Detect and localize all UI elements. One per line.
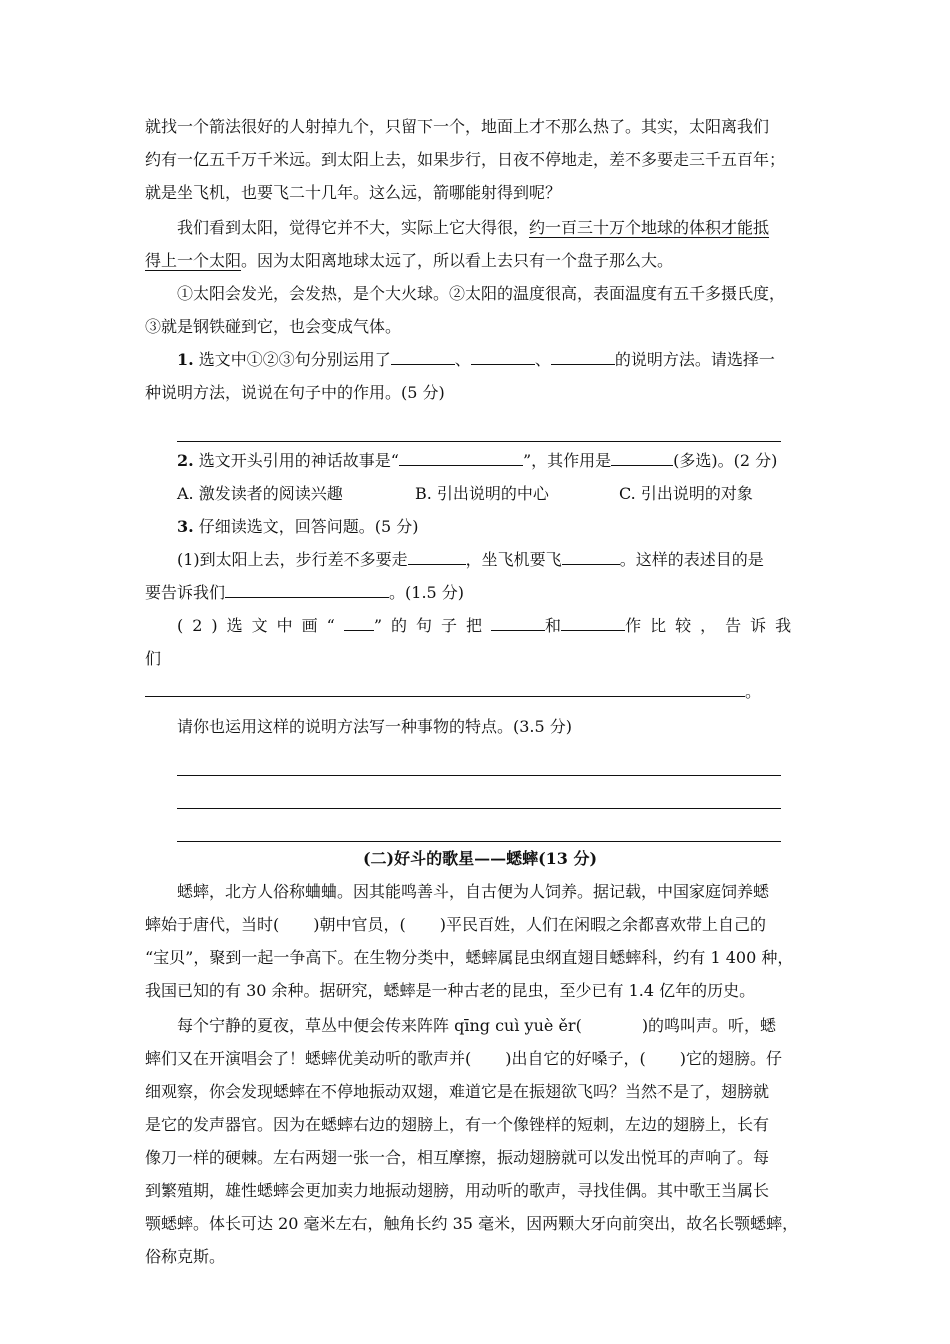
question-3-1-cont: [145, 576, 815, 609]
passage1-line: 就找一个箭法很好的人射掉九个，只留下一个，地面上才不那么热了。其实，太阳离我们: [145, 117, 770, 136]
section2-line: 颚蟋蟀。体长可达 20 毫米左右，触角长约 35 毫米，因两颗大牙向前突出，故名长颚蟋蟀，: [145, 1214, 799, 1233]
question-1: [145, 343, 815, 376]
passage-text: 我们看到太阳，觉得它并不大，实际上它大得很，: [177, 218, 530, 237]
question-text: 选文中①②③句分别运用了: [193, 350, 391, 369]
passage-text: )出自它的好嗓子，(: [505, 1049, 646, 1068]
separator: 、: [534, 350, 551, 369]
answer-line[interactable]: [177, 409, 781, 442]
question-text: (1)到太阳上去，步行差不多要走: [177, 550, 408, 569]
passage-text: )的鸣叫声。听，蟋: [641, 1016, 777, 1035]
question-text: 作比较，告诉我们: [145, 616, 801, 668]
section2-line: 俗称克斯。: [145, 1247, 226, 1266]
blank-input[interactable]: [551, 346, 615, 365]
blank-input[interactable]: [562, 546, 620, 565]
question-text: (多选)。(2 分): [673, 451, 778, 470]
blank-input[interactable]: [391, 346, 455, 365]
section2-line: [145, 908, 815, 941]
worksheet-content: [145, 110, 815, 1273]
blank-input[interactable]: [611, 447, 673, 466]
question-3-2-cont: [145, 675, 815, 708]
question-text: 仔细读选文，回答问题。(5 分): [193, 517, 419, 536]
blank-input[interactable]: [225, 579, 389, 598]
blank-input[interactable]: [408, 546, 466, 565]
question-3-2: [145, 609, 815, 675]
passage-text: 蟀们又在开演唱会了！蟋蟀优美动听的歌声并(: [145, 1049, 472, 1068]
question-2: [145, 444, 815, 477]
blank-input[interactable]: [471, 346, 535, 365]
question-text: 选文开头引用的神话故事是“: [193, 451, 399, 470]
question-text: 。: [745, 682, 762, 701]
blank-input[interactable]: [344, 612, 374, 631]
section2-line: 我国已知的有 30 余种。据研究，蟋蟀是一种古老的昆虫，至少已有 1.4 亿年的历史。: [145, 981, 756, 1000]
passage-text: )朝中官员，(: [313, 915, 406, 934]
passage1-line: ①太阳会发光，会发热，是个大火球。②太阳的温度很高，表面温度有五千多摄氏度，: [177, 284, 786, 303]
section2-line: “宝贝”，聚到一起一争高下。在生物分类中，蟋蟀属昆虫纲直翅目蟋蟀科，约有 1 400 种，: [145, 948, 794, 967]
underlined-sentence: 约一百三十万个地球的体积才能抵: [529, 218, 770, 237]
section2-line: [145, 1009, 815, 1042]
answer-line[interactable]: [177, 809, 781, 842]
question-text: (2)选文中画“: [177, 616, 344, 635]
question-text: ，坐飞机要飞: [465, 550, 562, 569]
answer-line[interactable]: [177, 743, 781, 776]
question-text: ”的句子把: [373, 616, 492, 635]
question-3-1: [145, 543, 815, 576]
option-c[interactable]: C. 引出说明的对象: [619, 484, 753, 503]
question-text: 。(1.5 分): [389, 583, 465, 602]
blank-input[interactable]: [491, 612, 545, 631]
question-text: 的说明方法。请选择一: [614, 350, 775, 369]
question-text: ”，其作用是: [522, 451, 612, 470]
option-a[interactable]: A. 激发读者的阅读兴趣: [177, 484, 343, 503]
question-number: 3.: [177, 517, 194, 536]
option-b[interactable]: B. 引出说明的中心: [415, 484, 549, 503]
separator: 、: [454, 350, 471, 369]
question-3-3: 请你也运用这样的说明方法写一种事物的特点。(3.5 分): [177, 717, 573, 736]
underlined-sentence: 得上一个太阳: [145, 251, 242, 270]
passage-text: )平民百姓，人们在闲暇之余都喜欢带上自己的: [439, 915, 766, 934]
passage-text: )它的翅膀。仔: [679, 1049, 782, 1068]
passage1-line: 就是坐飞机，也要飞二十几年。这么远，箭哪能射得到呢？: [145, 183, 562, 202]
section-title: (二)好斗的歌星——蟋蟀(13 分): [362, 849, 598, 868]
passage-text: 。因为太阳离地球太远了，所以看上去只有一个盘子那么大。: [241, 251, 674, 270]
section2-line: [145, 1042, 815, 1075]
question-3: [145, 510, 815, 543]
question-1-cont: 种说明方法，说说在句子中的作用。(5 分): [145, 383, 445, 402]
passage1-paragraph2: [145, 211, 815, 244]
blank-input[interactable]: [399, 447, 523, 466]
question-text: 和: [545, 616, 562, 635]
passage1-paragraph2-cont: [145, 244, 815, 277]
question-number: 1.: [177, 350, 194, 369]
section2-line: 细观察，你会发现蟋蟀在不停地振动双翅，难道它是在振翅欲飞吗？当然不是了，翅膀就: [145, 1082, 770, 1101]
question-text: 。这样的表述目的是: [619, 550, 764, 569]
passage-text: 每个宁静的夏夜，草丛中便会传来阵阵 qīng cuì yuè ěr(: [177, 1016, 582, 1035]
question-number: 2.: [177, 451, 194, 470]
passage1-line: ③就是钢铁碰到它，也会变成气体。: [145, 317, 402, 336]
section2-line: 到繁殖期，雄性蟋蟀会更加卖力地振动翅膀，用动听的歌声，寻找佳偶。其中歌王当属长: [145, 1181, 770, 1200]
section2-line: 是它的发声器官。因为在蟋蟀右边的翅膀上，有一个像锉样的短刺，左边的翅膀上，长有: [145, 1115, 770, 1134]
passage1-line: 约有一亿五千万千米远。到太阳上去，如果步行，日夜不停地走，差不多要走三千五百年；: [145, 150, 786, 169]
question-2-options: [145, 477, 815, 510]
blank-input[interactable]: [145, 678, 745, 697]
passage-text: 蟀始于唐代，当时(: [145, 915, 280, 934]
question-text: 要告诉我们: [145, 583, 226, 602]
blank-input[interactable]: [561, 612, 625, 631]
answer-line[interactable]: [177, 776, 781, 809]
section2-line: 蟋蟀，北方人俗称蛐蛐。因其能鸣善斗，自古便为人饲养。据记载，中国家庭饲养蟋: [177, 882, 770, 901]
section2-line: 像刀一样的硬棘。左右两翅一张一合，相互摩擦，振动翅膀就可以发出悦耳的声响了。每: [145, 1148, 770, 1167]
